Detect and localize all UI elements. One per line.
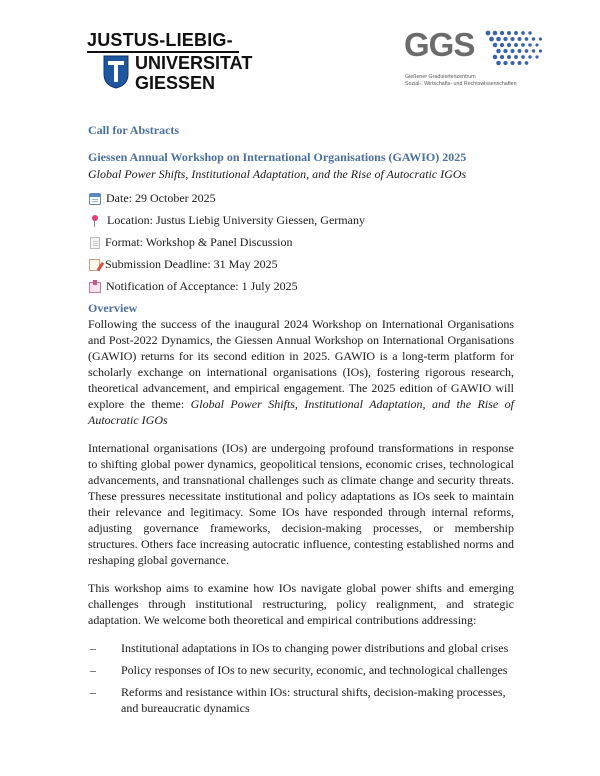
bullet-dash: – (90, 641, 96, 655)
bullet-dash: – (90, 663, 96, 677)
overview-heading: Overview (88, 301, 138, 315)
detail-deadline-text: Submission Deadline: 31 May 2025 (105, 257, 278, 271)
topic-text: Reforms and resistance within IOs: structural shifts, decision-making processes, and bureaucratic dynamics (121, 685, 506, 715)
ggs-dot (528, 43, 531, 46)
document-body (88, 123, 514, 722)
ggs-dot (525, 49, 529, 53)
overview-paragraph-2: International organisations (IOs) are undergoing profound transformations in response to shifting global power dynamics, geopolitical tensions, economic crises, technological advancements, and transnational challenges such as climate change and security threats. These pressures necessitate institutional and policy adaptations as IOs seek to maintain their relevance and legitimacy. Some IOs have responded through internal reforms, adjusting governance frameworks, decision-making processes, or membership structures. Others face increasing autocratic influence, contesting established norms and reshaping global governance. (88, 441, 514, 567)
ggs-dot-grid-icon (484, 30, 542, 66)
ggs-logo (404, 26, 544, 92)
ggs-dot (496, 37, 501, 42)
ggs-dot (493, 55, 498, 60)
memo-icon (89, 259, 100, 271)
detail-deadline (88, 257, 514, 272)
ggs-dot (525, 37, 529, 41)
ggs-dot (528, 55, 531, 58)
ggs-logo-subtitle-1: Gießener Graduiertenzentrum (405, 74, 476, 80)
jlu-logo-line1: JUSTUS-LIEBIG- (87, 30, 233, 50)
topic-text: Institutional adaptations in IOs to changing power distributions and global crises (121, 641, 509, 655)
ggs-dot (510, 49, 514, 53)
ggs-logo-wordmark: GGS (404, 26, 475, 63)
ggs-dot (528, 31, 531, 34)
detail-location (88, 213, 514, 228)
ggs-dot (507, 55, 511, 59)
ggs-dot (521, 55, 525, 59)
ggs-dot (518, 37, 522, 41)
detail-notification-text: Notification of Acceptance: 1 July 2025 (106, 279, 298, 293)
call-for-abstracts-heading: Call for Abstracts (88, 123, 180, 137)
ggs-dot (532, 37, 535, 40)
detail-location-text: Location: Justus Liebig University Giessen, Germany (107, 213, 365, 227)
ggs-dot (510, 61, 514, 65)
overview-theme: Global Power Shifts, Institutional Adaptation, and the Rise of Autocratic IGOs (88, 397, 514, 427)
ggs-dot (518, 49, 522, 53)
ggs-dot (525, 61, 529, 65)
ggs-dot (493, 31, 498, 36)
ggs-dot (486, 31, 491, 36)
ggs-dot (489, 37, 494, 42)
list-item (88, 640, 514, 656)
document-icon (90, 237, 100, 249)
ggs-dot (493, 43, 498, 48)
topic-text: Policy responses of IOs to new security, economic, and technological challenges (121, 663, 508, 677)
ggs-dot (510, 37, 514, 41)
ggs-dot (500, 31, 504, 35)
workshop-subtitle: Global Power Shifts, Institutional Adaptation, and the Rise of Autocratic IGOs (88, 167, 467, 181)
overview-paragraph-3: This workshop aims to examine how IOs navigate global power shifts and emerging challenges through institutional restructuring, policy realignment, and strategic adaptation. We welcome both theoretical and empirical contributions addressing: (88, 581, 514, 627)
event-details-list (88, 191, 514, 294)
ggs-logo-subtitle-2: Sozial-, Wirtschafts- und Rechtswissenschaften (405, 81, 517, 87)
university-shield-icon (103, 55, 129, 89)
ggs-dot (518, 61, 522, 65)
ggs-dot (521, 43, 525, 47)
pushpin-icon (88, 214, 102, 228)
ggs-dot (514, 43, 518, 47)
ggs-dot (521, 31, 525, 35)
detail-date-text: Date: 29 October 2025 (106, 191, 216, 205)
list-item (88, 684, 514, 716)
topics-list (88, 640, 514, 716)
ggs-dot (539, 37, 542, 40)
ggs-dot (507, 43, 511, 47)
ggs-dot (503, 49, 507, 53)
ggs-dot (496, 49, 501, 54)
ggs-dot (503, 37, 507, 41)
overview-paragraph-1-text: Following the success of the inaugural 2024 Workshop on International Organisations and Post-2022 Dynamics, the Giessen Annual Workshop on International Organisations (GAWIO) returns for its second edition in 2025. GAWIO is a long-term platform for scholarly exchange on international organisations (IOs), fostering rigorous research, theoretical advancement, and empirical engagement. The 2025 edition of GAWIO will explore the theme: (88, 317, 514, 411)
bullet-dash: – (90, 685, 96, 699)
workshop-title: Giessen Annual Workshop on International Organisations (GAWIO) 2025 (88, 150, 467, 164)
list-item (88, 662, 514, 678)
jlu-logo-line2: UNIVERSITAT (135, 53, 253, 73)
ggs-dot (532, 49, 535, 52)
overview-paragraph-1 (88, 316, 514, 428)
ggs-dot (507, 31, 511, 35)
jlu-logo (87, 30, 253, 100)
detail-format-text: Format: Workshop & Panel Discussion (105, 235, 293, 249)
ggs-dot (496, 61, 501, 66)
calendar-icon (89, 193, 101, 205)
ggs-dot (500, 55, 504, 59)
ggs-dot (539, 49, 542, 52)
ggs-dot (500, 43, 504, 47)
ggs-dot (514, 55, 518, 59)
ggs-dot (514, 31, 518, 35)
ggs-dot (535, 43, 538, 46)
detail-date (88, 191, 514, 206)
ggs-dot (503, 61, 507, 65)
inbox-icon (89, 282, 101, 293)
jlu-logo-line3: GIESSEN (135, 73, 216, 93)
detail-notification (88, 279, 514, 294)
detail-format (88, 235, 514, 250)
ggs-dot (535, 55, 538, 58)
